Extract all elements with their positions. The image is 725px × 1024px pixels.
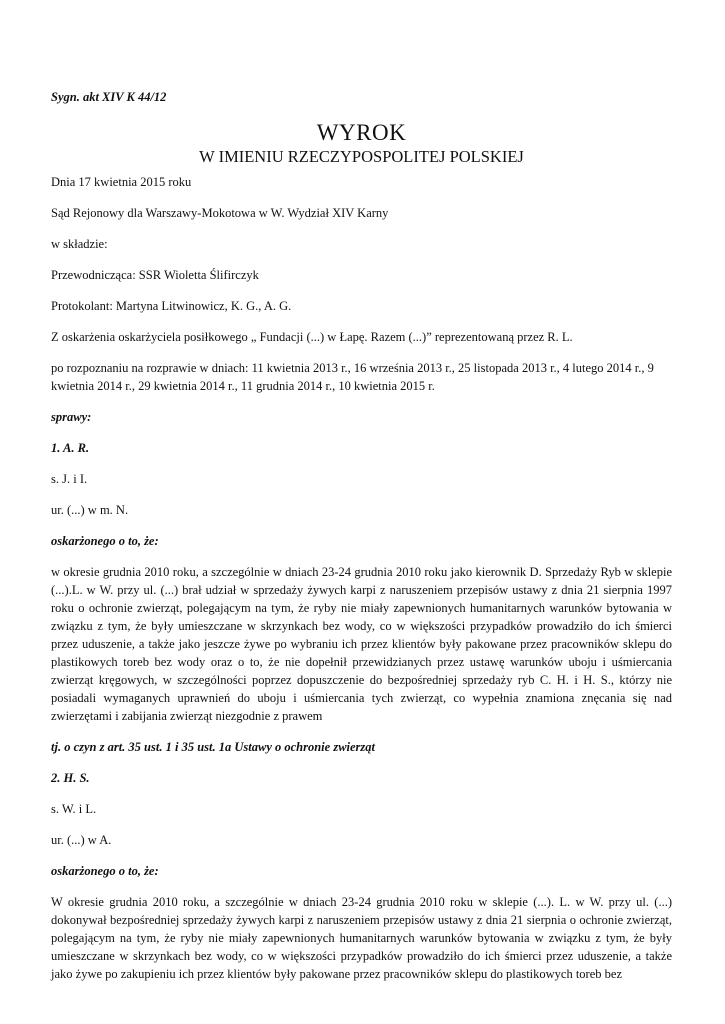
presiding-judge: Przewodnicząca: SSR Wioletta Ślifirczyk	[51, 268, 259, 282]
defendant-birth: ur. (...) w A.	[51, 833, 112, 847]
accused-label: oskarżonego o to, że:	[51, 534, 159, 548]
charge-text: W okresie grudnia 2010 roku, a szczególnie w dniach 23-24 grudnia 2010 roku w sklepie (...). L. w W. przy ul. (...) dokonywał bezpośredniej sprzedaży żywych karpi z naruszeniem przepisów ustawy z dnia 21 sierpnia o ochronie zwierząt, polegającym na tym, że ryby nie miały zapewnionych humanitarnych warunków bytowania w związku z tym, że były umieszczane w skrzynkach bez wody, co w większości przypadków prowadziło do ich śmierci przez uduszenie, a także jako żywe po zakupieniu ich przez klientów były pakowane przez pracowników sklepu do plastikowych toreb bez	[51, 895, 672, 981]
cases-label: sprawy:	[51, 410, 92, 424]
defendant-parents: s. W. i L.	[51, 802, 97, 816]
composition-label: w składzie:	[51, 237, 108, 251]
charge-text: w okresie grudnia 2010 roku, a szczególnie w dniach 23-24 grudnia 2010 roku jako kierownik D. Sprzedaży Ryb w sklepie (...).L. w W. przy ul. (...) brał udział w sprzedaży żywych karpi z naruszeniem przepisów ustawy z dnia 21 sierpnia 1997 roku o ochronie zwierząt, polegającym na tym, że ryby nie miały zapewnionych humanitarnych warunków bytowania w związku z tym, że były umieszczane w skrzynkach bez wody, co w większości przypadków prowadziło do ich śmierci przez uduszenie, a także jako jeszcze żywe po wybraniu ich przez klientów były pakowane przez pracowników sklepu do plastikowych toreb bez wody oraz o to, że nie dopełnił przewidzianych przez ustawę warunków uboju i uśmiercania zwierząt kręgowych, w szczególności poprzez dopuszczenie do bezpośredniej sprzedaży ryb C. H. i H. S., którzy nie posiadali wymaganych uprawnień do uboju i uśmiercania tych zwierząt, co wypełnia znamiona znęcania się nad zwierzętami i zabijania zwierząt niezgodnie z prawem	[51, 565, 672, 723]
court-clerk: Protokolant: Martyna Litwinowicz, K. G., A. G.	[51, 299, 292, 313]
defendant-birth: ur. (...) w m. N.	[51, 503, 129, 517]
complaint-line: Z oskarżenia oskarżyciela posiłkowego „ Fundacji (...) w Łapę. Razem (...)” reprezentowaną przez R. L.	[51, 330, 573, 344]
hearing-dates: po rozpoznaniu na rozprawie w dniach: 11 kwietnia 2013 r., 16 września 2013 r., 25 listopada 2013 r., 4 lutego 2014 r., 9 kwietnia 2014 r., 29 kwietnia 2014 r., 11 grudnia 2014 r., 10 kwietnia 2015 r.	[51, 361, 654, 393]
document-title: WYROK	[316, 120, 407, 145]
defendant-heading: 2. H. S.	[51, 771, 90, 785]
document-subtitle: W IMIENIU RZECZYPOSPOLITEJ POLSKIEJ	[199, 147, 524, 166]
accused-label: oskarżonego o to, że:	[51, 864, 159, 878]
document-page	[51, 88, 672, 994]
legal-qualification: tj. o czyn z art. 35 ust. 1 i 35 ust. 1a Ustawy o ochronie zwierząt	[51, 740, 375, 754]
court-name: Sąd Rejonowy dla Warszawy-Mokotowa w W. Wydział XIV Karny	[51, 206, 389, 220]
judgment-date: Dnia 17 kwietnia 2015 roku	[51, 175, 192, 189]
defendant-parents: s. J. i I.	[51, 472, 88, 486]
case-number: Sygn. akt XIV K 44/12	[51, 90, 167, 104]
defendant-heading: 1. A. R.	[51, 441, 90, 455]
